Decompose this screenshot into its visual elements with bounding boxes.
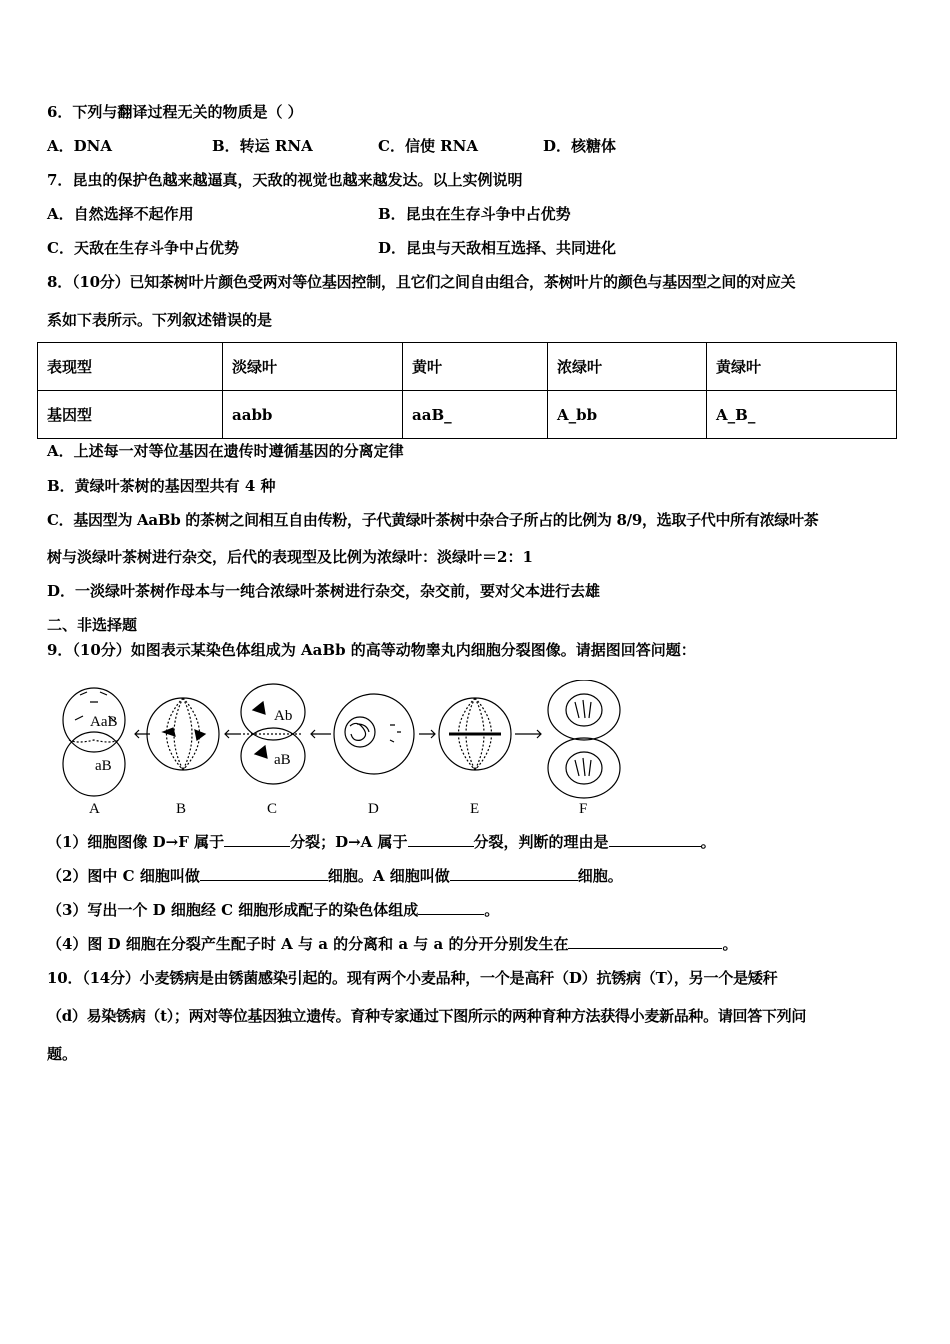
q7-option-a: A．自然选择不起作用 (47, 205, 194, 223)
cell-b-drawing (147, 698, 219, 770)
q6-option-d: D．核糖体 (543, 137, 617, 155)
answer-blank[interactable] (418, 900, 484, 915)
q9-sub2-text: 细胞。A 细胞叫做 (327, 867, 450, 885)
table-cell: 表现型 (38, 343, 223, 391)
q9-sub1-text: （1）细胞图像 D→F 属于 (47, 833, 225, 851)
q8-option-c-line2: 树与淡绿叶茶树进行杂交，后代的表现型及比例为浓绿叶：淡绿叶＝2：1 (47, 548, 533, 566)
q10-line1: 10．（14分）小麦锈病是由锈菌感染引起的。现有两个小麦品种，一个是高秆（D）抗锈病（T），另一个是矮秆 (47, 969, 778, 987)
q9-sub4-text: （4）图 D 细胞在分裂产生配子时 A 与 a 的分离和 a 与 a 的分开分别发生在 (47, 935, 569, 953)
cell-division-figure (45, 680, 625, 820)
q6-stem: 6．下列与翻译过程无关的物质是（ ） (47, 103, 303, 121)
answer-blank[interactable] (568, 934, 722, 949)
chrom-label: Ab (274, 708, 293, 724)
q7-option-d: D．昆虫与天敌相互选择、共同进化 (378, 239, 617, 257)
chrom-label: aB (95, 758, 112, 774)
cell-d-drawing (334, 694, 414, 774)
q8-stem-line1: 8．（10分）已知茶树叶片颜色受两对等位基因控制，且它们之间自由组合，茶树叶片的颜色与基因型之间的对应关 (47, 273, 796, 291)
q10-line2: （d）易染锈病（t）；两对等位基因独立遗传。育种专家通过下图所示的两种育种方法获得小麦新品种。请回答下列问 (47, 1007, 807, 1025)
answer-blank[interactable] (200, 866, 328, 881)
figure-label-e: E (470, 801, 480, 817)
q9-stem: 9．（10分）如图表示某染色体组成为 AaBb 的高等动物睾丸内细胞分裂图像。请据图回答问题： (47, 641, 696, 659)
q9-sub3-text: （3）写出一个 D 细胞经 C 细胞形成配子的染色体组成 (47, 901, 419, 919)
q9-sub3-text: 。 (484, 901, 500, 919)
table-cell: A_bb (548, 391, 707, 439)
q9-sub2 (47, 866, 623, 886)
q7-option-b: B．昆虫在生存斗争中占优势 (378, 205, 571, 223)
q8-option-d: D．一淡绿叶茶树作母本与一纯合浓绿叶茶树进行杂交，杂交前，要对父本进行去雄 (47, 582, 601, 600)
table-cell: 黄叶 (403, 343, 548, 391)
table-cell: aaB_ (403, 391, 548, 439)
answer-blank[interactable] (609, 832, 701, 847)
q9-sub1 (47, 832, 716, 852)
q8-option-a: A．上述每一对等位基因在遗传时遵循基因的分离定律 (47, 442, 404, 460)
chrom-label: aB (274, 752, 291, 768)
figure-label-b: B (176, 801, 187, 817)
table-row (38, 391, 897, 439)
q7-option-c: C．天敌在生存斗争中占优势 (47, 239, 239, 257)
cell-e-drawing (439, 698, 511, 770)
table-cell: aabb (223, 391, 403, 439)
table-row (38, 343, 897, 391)
q9-sub1-text: 。 (700, 833, 716, 851)
table-cell: 基因型 (38, 391, 223, 439)
answer-blank[interactable] (224, 832, 290, 847)
q9-sub4 (47, 934, 737, 954)
q7-stem: 7．昆虫的保护色越来越逼真，天敌的视觉也越来越发达。以上实例说明 (47, 171, 523, 189)
table-cell: 黄绿叶 (707, 343, 897, 391)
figure-label-a: A (89, 801, 100, 817)
cell-a-drawing (63, 688, 125, 796)
table-cell: A_B_ (707, 391, 897, 439)
q9-sub2-text: （2）图中 C 细胞叫做 (47, 867, 200, 885)
cell-c-drawing (241, 684, 305, 784)
q6-option-c: C．信使 RNA (378, 137, 478, 155)
answer-blank[interactable] (408, 832, 474, 847)
q9-sub1-text: 分裂；D→A 属于 (290, 833, 408, 851)
section-heading: 二、非选择题 (47, 616, 138, 634)
q9-sub3 (47, 900, 499, 920)
genotype-table (37, 342, 897, 439)
figure-label-d: D (368, 801, 379, 817)
q9-sub2-text: 细胞。 (577, 867, 623, 885)
q8-stem-line2: 系如下表所示。下列叙述错误的是 (47, 311, 273, 329)
q6-option-b: B．转运 RNA (212, 137, 313, 155)
q6-option-a: A．DNA (47, 137, 112, 155)
table-cell: 淡绿叶 (223, 343, 403, 391)
answer-blank[interactable] (450, 866, 578, 881)
table-cell: 浓绿叶 (548, 343, 707, 391)
q9-sub1-text: 分裂，判断的理由是 (473, 833, 609, 851)
q10-line3: 题。 (47, 1045, 78, 1063)
q8-option-c-line1: C．基因型为 AaBb 的茶树之间相互自由传粉，子代黄绿叶茶树中杂合子所占的比例为 8/9，选取子代中所有浓绿叶茶 (47, 511, 819, 529)
cell-f-drawing (548, 680, 620, 798)
q9-sub4-text: 。 (722, 935, 738, 953)
figure-label-f: F (579, 801, 588, 817)
q8-option-b: B．黄绿叶茶树的基因型共有 4 种 (47, 477, 276, 495)
chrom-label: AaB (90, 714, 118, 730)
figure-label-c: C (267, 801, 278, 817)
